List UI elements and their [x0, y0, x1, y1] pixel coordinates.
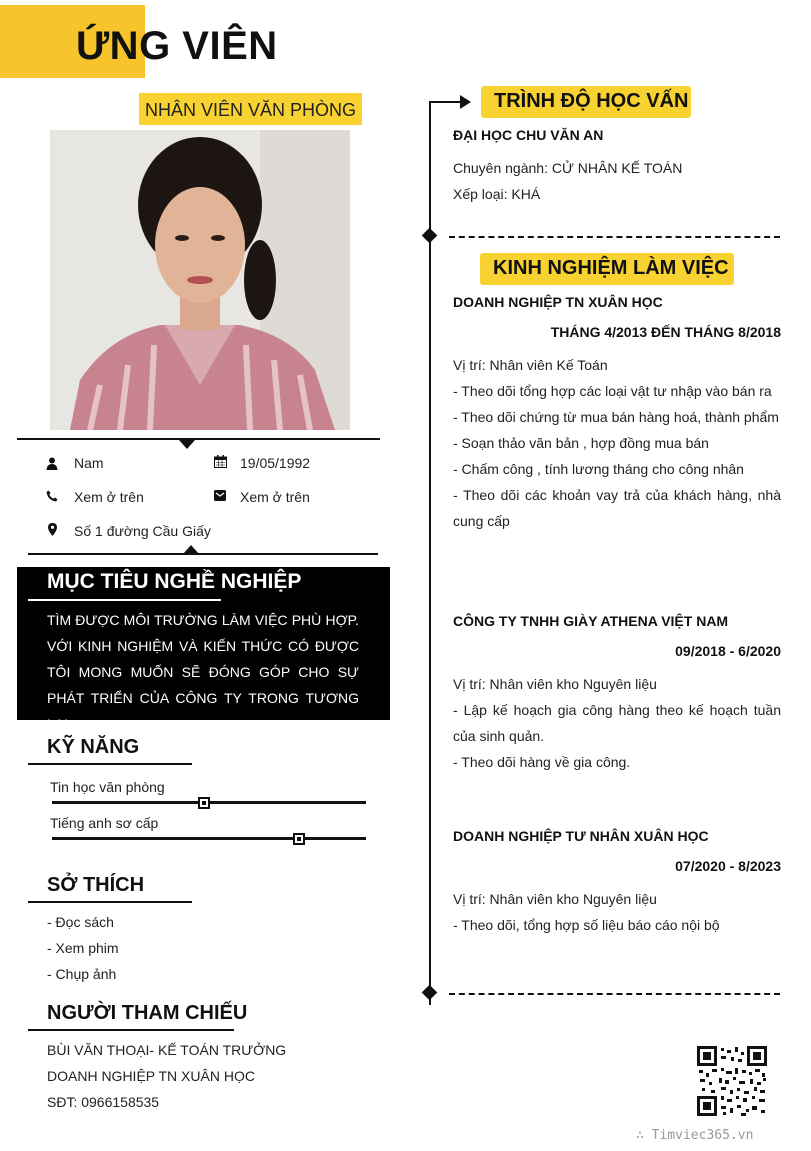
- phone-icon: [44, 488, 60, 504]
- hobbies-underline: [28, 901, 192, 903]
- skills-title: KỸ NĂNG: [47, 736, 140, 758]
- hobby-item: - Xem phim: [47, 940, 119, 956]
- job-role: Vị trí: Nhân viên kho Nguyên liệu: [453, 676, 657, 692]
- career-goal-text: TÌM ĐƯỢC MÔI TRƯỜNG LÀM VIỆC PHÙ HỢP. VỚI KINH NGHIỆM VÀ KIẾN THỨC CÓ ĐƯỢC TÔI MONG MUỐN SẼ ĐÓNG GÓP CHO SỰ PHÁT TRIỂN CỦA CÔNG TY TRONG TƯƠNG LAI.: [47, 612, 359, 732]
- job-period: THÁNG 4/2013 ĐẾN THÁNG 8/2018: [550, 324, 781, 340]
- reference-line: SĐT: 0966158535: [47, 1094, 160, 1110]
- job-duty: - Theo dõi chứng từ mua bán hàng hoá, thành phẩm: [453, 409, 779, 425]
- email-value: Xem ở trên: [240, 489, 310, 505]
- info-top-divider: [17, 438, 380, 440]
- info-bottom-divider: [28, 553, 378, 555]
- reference-line: DOANH NGHIỆP TN XUÂN HỌC: [47, 1068, 255, 1084]
- birthday-value: 19/05/1992: [240, 455, 311, 471]
- timeline-diamond: [422, 985, 438, 1001]
- job-duty: - Theo dõi, tổng hợp số liệu báo cáo nội bộ: [453, 917, 720, 933]
- skills-underline: [28, 763, 192, 765]
- hobbies-title: SỞ THÍCH: [47, 874, 145, 896]
- job-period: 07/2020 - 8/2023: [675, 858, 781, 874]
- skill-level-marker: [198, 797, 210, 809]
- job-duty: - Theo dõi các khoản vay trả của khách hàng, nhà cung cấp: [453, 487, 781, 529]
- education-major: Chuyên ngành: CỬ NHÂN KẾ TOÁN: [453, 160, 683, 176]
- experience-title: KINH NGHIỆM LÀM VIỆC: [493, 257, 729, 279]
- job-duty: - Theo dõi tổng hợp các loại vật tư nhập vào bán ra: [453, 383, 772, 399]
- career-goal-underline: [28, 599, 221, 601]
- page-title: ỨNG VIÊN: [76, 24, 278, 68]
- skill-level-marker: [293, 833, 305, 845]
- education-school: ĐẠI HỌC CHU VĂN AN: [453, 127, 604, 143]
- calendar-icon: [212, 453, 228, 469]
- address-value: Số 1 đường Cầu Giấy: [74, 523, 211, 539]
- skill-name: Tiếng anh sơ cấp: [50, 815, 159, 831]
- section-divider: [449, 236, 780, 238]
- gender-value: Nam: [74, 455, 104, 471]
- arrow-right-icon: [460, 95, 471, 109]
- job-role: Vị trí: Nhân viên Kế Toán: [453, 357, 608, 373]
- timeline-diamond: [422, 228, 438, 244]
- education-title: TRÌNH ĐỘ HỌC VẤN: [494, 90, 689, 112]
- job-company: CÔNG TY TNHH GIÀY ATHENA VIỆT NAM: [453, 613, 729, 629]
- job-role: Vị trí: Nhân viên kho Nguyên liệu: [453, 891, 657, 907]
- hobby-item: - Chụp ảnh: [47, 966, 117, 982]
- section-divider: [449, 993, 780, 995]
- user-icon: [44, 455, 60, 471]
- email-icon: [212, 487, 228, 503]
- career-goal-title: MỤC TIÊU NGHỀ NGHIỆP: [47, 570, 302, 593]
- qr-code: [697, 1046, 767, 1116]
- references-underline: [28, 1029, 234, 1031]
- job-period: 09/2018 - 6/2020: [675, 643, 781, 659]
- skill-bar: [52, 837, 366, 840]
- job-duty: - Soạn thảo văn bản , hợp đồng mua bán: [453, 435, 709, 451]
- position-tag: NHÂN VIÊN VĂN PHÒNG: [139, 93, 362, 125]
- watermark: ∴ Timviec365.vn: [636, 1128, 754, 1143]
- job-duty: - Theo dõi hàng về gia công.: [453, 754, 631, 770]
- job-company: DOANH NGHIỆP TƯ NHÂN XUÂN HỌC: [453, 828, 709, 844]
- reference-line: BÙI VĂN THOẠI- KẾ TOÁN TRƯỞNG: [47, 1042, 287, 1058]
- timeline-arrow-line: [429, 101, 463, 103]
- education-grade: Xếp loại: KHÁ: [453, 186, 541, 202]
- phone-value: Xem ở trên: [74, 489, 144, 505]
- job-duty: - Chấm công , tính lương tháng cho công nhân: [453, 461, 744, 477]
- job-company: DOANH NGHIỆP TN XUÂN HỌC: [453, 294, 663, 310]
- location-pin-icon: [44, 521, 60, 537]
- references-title: NGƯỜI THAM CHIẾU: [47, 1002, 248, 1024]
- candidate-photo: [50, 130, 350, 430]
- chevron-down-icon: [179, 440, 195, 449]
- job-duty: - Lập kế hoạch gia công hàng theo kế hoạch tuần của sinh quản.: [453, 702, 781, 744]
- hobby-item: - Đọc sách: [47, 914, 114, 930]
- skill-name: Tin học văn phòng: [50, 779, 165, 795]
